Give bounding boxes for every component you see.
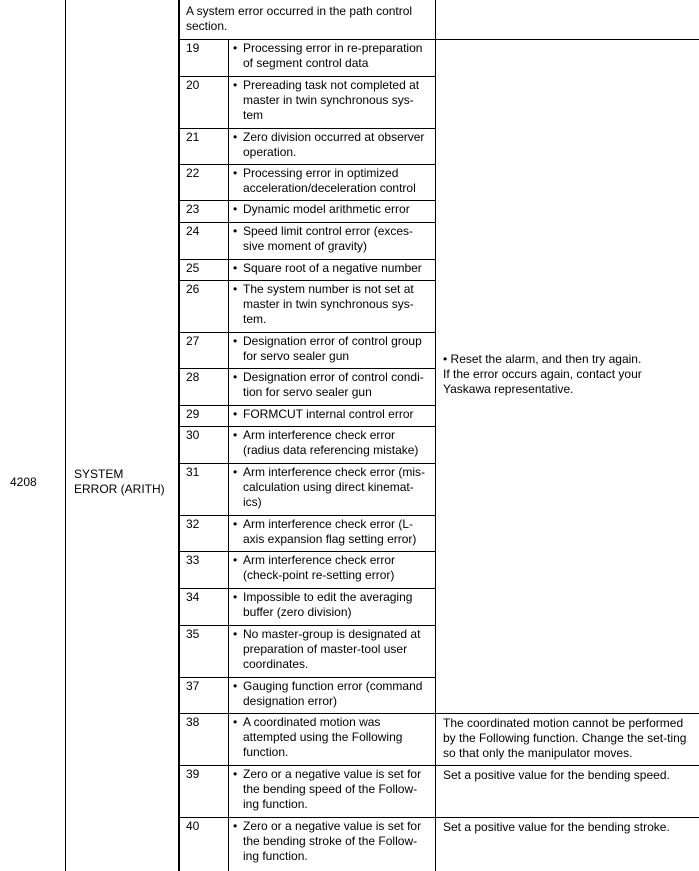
bullet: •	[233, 370, 238, 384]
bullet: •	[233, 553, 238, 567]
row-description	[233, 224, 431, 254]
row-line	[178, 765, 699, 766]
header-text: A system error occurred in the path control section.	[186, 4, 413, 33]
alarm-name	[74, 467, 176, 497]
row-description-text: Arm interference check error (L-axis expansion flag setting error)	[243, 517, 417, 546]
remedy-line2: If the error occurs again, contact your	[443, 367, 642, 381]
row-description	[233, 261, 431, 276]
remedy-line1: • Reset the alarm, and then try again.	[443, 352, 642, 366]
bullet: •	[233, 428, 238, 442]
row-code: 31	[186, 465, 200, 479]
row-description-text: Speed limit control error (exces-sive moment of gravity)	[243, 224, 414, 253]
alarm-name-line1: SYSTEM	[74, 467, 124, 481]
row-description	[233, 202, 431, 217]
bullet: •	[233, 130, 238, 144]
row-description	[233, 78, 431, 123]
remedy-40: Set a positive value for the bending stroke.	[443, 820, 670, 834]
row-description	[233, 627, 431, 672]
row-line	[178, 280, 435, 281]
row-line	[178, 76, 435, 77]
row-line	[178, 713, 699, 714]
row-line	[178, 426, 435, 427]
row-description-text: Prereading task not completed at master in twin synchronous sys-tem	[243, 78, 420, 122]
row-line	[178, 463, 435, 464]
bullet: •	[233, 407, 238, 421]
row-description	[233, 334, 431, 364]
row-line	[178, 222, 435, 223]
row-line	[178, 259, 435, 260]
bullet: •	[233, 224, 238, 238]
header-divider	[178, 39, 699, 40]
row-description-text: Designation error of control group for servo sealer gun	[243, 334, 422, 363]
bullet: •	[233, 517, 238, 531]
row-description	[233, 553, 431, 583]
row-code: 26	[186, 282, 200, 296]
row-description	[233, 819, 431, 864]
bullet: •	[233, 78, 238, 92]
bullet: •	[233, 41, 238, 55]
row-description-text: Square root of a negative number	[243, 261, 422, 275]
row-line	[178, 405, 435, 406]
bullet: •	[233, 465, 238, 479]
row-line	[178, 128, 435, 129]
remedy-38: The coordinated motion cannot be performed by the Following function. Change the set-ting so that only the manipulator moves.	[443, 716, 687, 760]
row-line	[178, 332, 435, 333]
bullet: •	[233, 334, 238, 348]
row-description	[233, 41, 431, 71]
row-description-text: Arm interference check error (check-point re-setting error)	[243, 553, 396, 582]
row-description-text: No master-group is designated at preparation of master-tool user coordinates.	[243, 627, 421, 671]
remedy-line3: Yaskawa representative.	[443, 382, 574, 396]
row-description	[233, 767, 431, 812]
row-code: 33	[186, 553, 200, 567]
row-description-text: FORMCUT internal control error	[243, 407, 414, 421]
row-line	[178, 817, 699, 818]
row-description-text: Designation error of control condi-tion for servo sealer gun	[243, 370, 424, 399]
bullet: •	[233, 202, 238, 216]
bullet: •	[233, 261, 238, 275]
row-description-text: Arm interference check error (mis-calculation using direct kinemat-ics)	[243, 465, 426, 509]
col-divider-2	[178, 0, 180, 871]
row-line	[178, 200, 435, 201]
row-code: 35	[186, 627, 200, 641]
alarm-name-line2: ERROR (ARITH)	[74, 482, 165, 496]
general-remedy	[443, 352, 693, 397]
bullet: •	[233, 767, 238, 781]
row-code: 23	[186, 202, 200, 216]
row-code: 20	[186, 78, 200, 92]
row-description-text: Arm interference check error (radius data referencing mistake)	[243, 428, 419, 457]
row-description	[233, 679, 431, 709]
row-line	[178, 625, 435, 626]
row-line	[178, 588, 435, 589]
row-code: 40	[186, 819, 200, 833]
row-line	[178, 164, 435, 165]
row-description	[233, 166, 431, 196]
bullet: •	[233, 679, 238, 693]
bullet: •	[233, 819, 238, 833]
row-code: 24	[186, 224, 200, 238]
row-description-text: Impossible to edit the averaging buffer (zero division)	[243, 590, 413, 619]
bullet: •	[233, 715, 238, 729]
row-description-text: A coordinated motion was attempted using the Following function.	[243, 715, 403, 759]
row-description-text: Zero division occurred at observer operation.	[243, 130, 425, 159]
row-description-text: Gauging function error (command designation error)	[243, 679, 423, 708]
row-code: 25	[186, 261, 200, 275]
row-description-text: The system number is not set at master in twin synchronous sys-tem.	[243, 282, 414, 326]
row-code: 30	[186, 428, 200, 442]
row-code: 21	[186, 130, 200, 144]
row-description	[233, 465, 431, 510]
row-code: 39	[186, 767, 200, 781]
row-description	[233, 407, 431, 422]
row-description	[233, 370, 431, 400]
row-description-text: Dynamic model arithmetic error	[243, 202, 410, 216]
remedy-39: Set a positive value for the bending speed.	[443, 768, 670, 782]
bullet: •	[233, 282, 238, 296]
row-code: 37	[186, 679, 200, 693]
col-divider-3	[435, 0, 436, 871]
row-description	[233, 428, 431, 458]
row-description	[233, 517, 431, 547]
bullet: •	[233, 166, 238, 180]
row-code: 28	[186, 370, 200, 384]
row-code: 38	[186, 715, 200, 729]
row-description-text: Zero or a negative value is set for the bending speed of the Follow-ing function.	[243, 767, 422, 811]
row-code: 19	[186, 41, 200, 55]
row-line	[178, 368, 435, 369]
col-divider-1	[65, 0, 66, 871]
row-description	[233, 590, 431, 620]
row-description-text: Zero or a negative value is set for the bending stroke of the Follow-ing function.	[243, 819, 422, 863]
bullet: •	[233, 590, 238, 604]
row-code: 32	[186, 517, 200, 531]
row-description	[233, 282, 431, 327]
row-line	[178, 551, 435, 552]
row-description	[233, 130, 431, 160]
row-code: 27	[186, 334, 200, 348]
row-line	[178, 515, 435, 516]
row-description-text: Processing error in optimized acceleration/deceleration control	[243, 166, 416, 195]
alarm-number: 4208	[10, 475, 37, 489]
row-code: 29	[186, 407, 200, 421]
bullet: •	[233, 627, 238, 641]
row-description	[233, 715, 431, 760]
row-description-text: Processing error in re-preparation of segment control data	[243, 41, 423, 70]
row-code: 34	[186, 590, 200, 604]
row-code: 22	[186, 166, 200, 180]
row-line	[178, 677, 435, 678]
